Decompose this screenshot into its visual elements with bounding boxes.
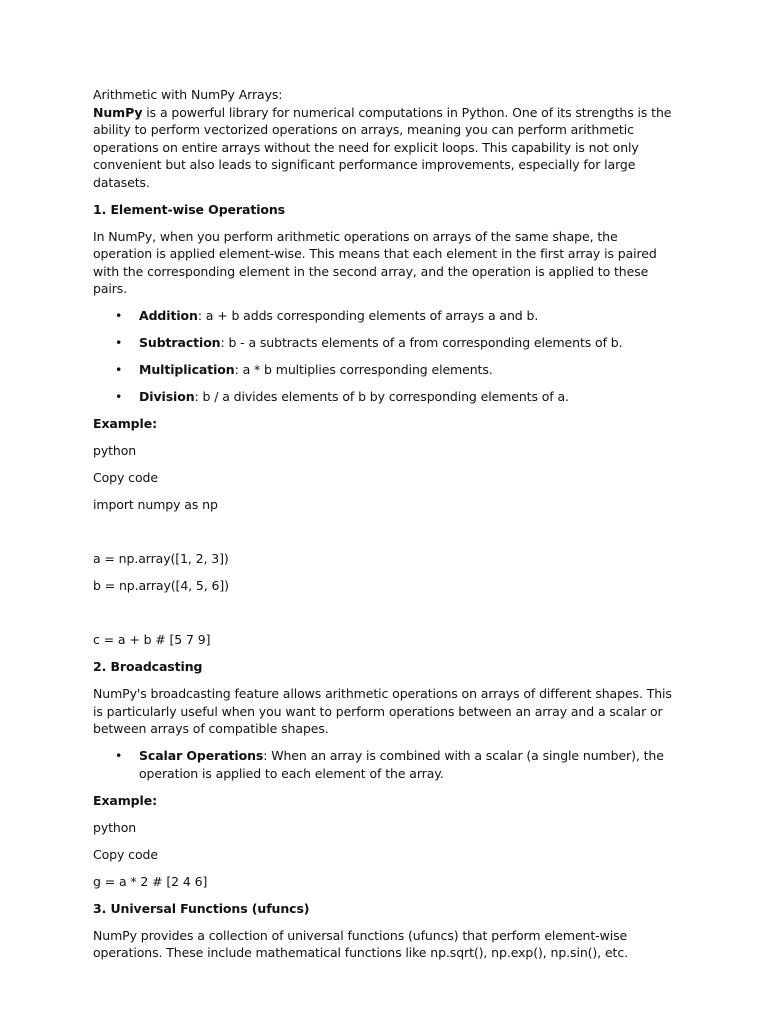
bullet-scalar-operations [93, 747, 673, 782]
blank-line [93, 604, 673, 622]
code-line-c: c = a + b # [5 7 9] [93, 632, 211, 647]
section3-heading: 3. Universal Functions (ufuncs) [93, 900, 310, 916]
section2-copy-code[interactable]: Copy code [93, 846, 158, 862]
bullet-term: Addition [139, 308, 198, 323]
document-title: Arithmetic with NumPy Arrays: [93, 87, 283, 102]
bullet-text: : a * b multiplies corresponding elements. [234, 362, 493, 377]
section2-code-language: python [93, 819, 137, 835]
section1-code-language: python [93, 443, 137, 458]
code-line-b: b = np.array([4, 5, 6]) [93, 578, 229, 593]
section3-paragraph: NumPy provides a collection of universal functions (ufuncs) that perform element-wise operations. These include mathematical functions like np.sqrt(), np.exp(), np.sin(), etc. [93, 927, 628, 960]
bullet-multiplication [93, 361, 673, 379]
intro-paragraph [93, 104, 673, 192]
bullet-dot: • [115, 748, 123, 763]
bullet-text: : b / a divides elements of b by corresponding elements of a. [194, 389, 569, 404]
section2-bullet-list [93, 747, 673, 782]
blank-line [93, 523, 673, 541]
bullet-addition [93, 307, 673, 325]
bullet-dot: • [115, 335, 123, 350]
bullet-term: Subtraction [139, 335, 221, 350]
section2-paragraph: NumPy's broadcasting feature allows arithmetic operations on arrays of different shapes. This is particularly useful when you want to perform operations between an array and a scalar or between arrays of compatible shapes. [93, 686, 672, 736]
code-line-a: a = np.array([1, 2, 3]) [93, 551, 229, 566]
intro-text: is a powerful library for numerical computations in Python. One of its strengths is the ability to perform vectorized operations on arrays, meaning you can perform arithmetic operations on entire arrays without the need for explicit loops. This capability is not only convenient but also leads to significant performance improvements, especially for large datasets. [93, 104, 672, 190]
code-line-import: import numpy as np [93, 497, 218, 512]
bullet-subtraction [93, 334, 673, 352]
document-page [93, 86, 673, 971]
section1-heading: 1. Element-wise Operations [93, 201, 286, 217]
bullet-dot: • [115, 308, 123, 323]
bullet-text: : When an array is combined with a scalar (a single number), the operation is applied to each element of the array. [139, 748, 664, 781]
code-line-g: g = a * 2 # [2 4 6] [93, 873, 208, 889]
bullet-term: Division [139, 389, 195, 404]
bullet-term: Scalar Operations [139, 748, 264, 763]
bullet-dot: • [115, 362, 123, 377]
bullet-text: : b - a subtracts elements of a from corresponding elements of b. [220, 335, 623, 350]
bullet-division [93, 388, 673, 406]
intro-bold-term: NumPy [93, 104, 143, 120]
bullet-text: : a + b adds corresponding elements of arrays a and b. [197, 308, 539, 323]
section1-paragraph: In NumPy, when you perform arithmetic operations on arrays of the same shape, the operation is applied element-wise. This means that each element in the first array is paired with the corresponding element in the second array, and the operation is applied to these pairs. [93, 228, 657, 296]
section2-heading: 2. Broadcasting [93, 659, 203, 674]
section2-example-label: Example: [93, 792, 157, 808]
bullet-dot: • [115, 389, 123, 404]
bullet-term: Multiplication [139, 362, 235, 377]
section1-example-label: Example: [93, 416, 157, 431]
section1-copy-code[interactable]: Copy code [93, 470, 158, 485]
section1-bullet-list [93, 307, 673, 406]
